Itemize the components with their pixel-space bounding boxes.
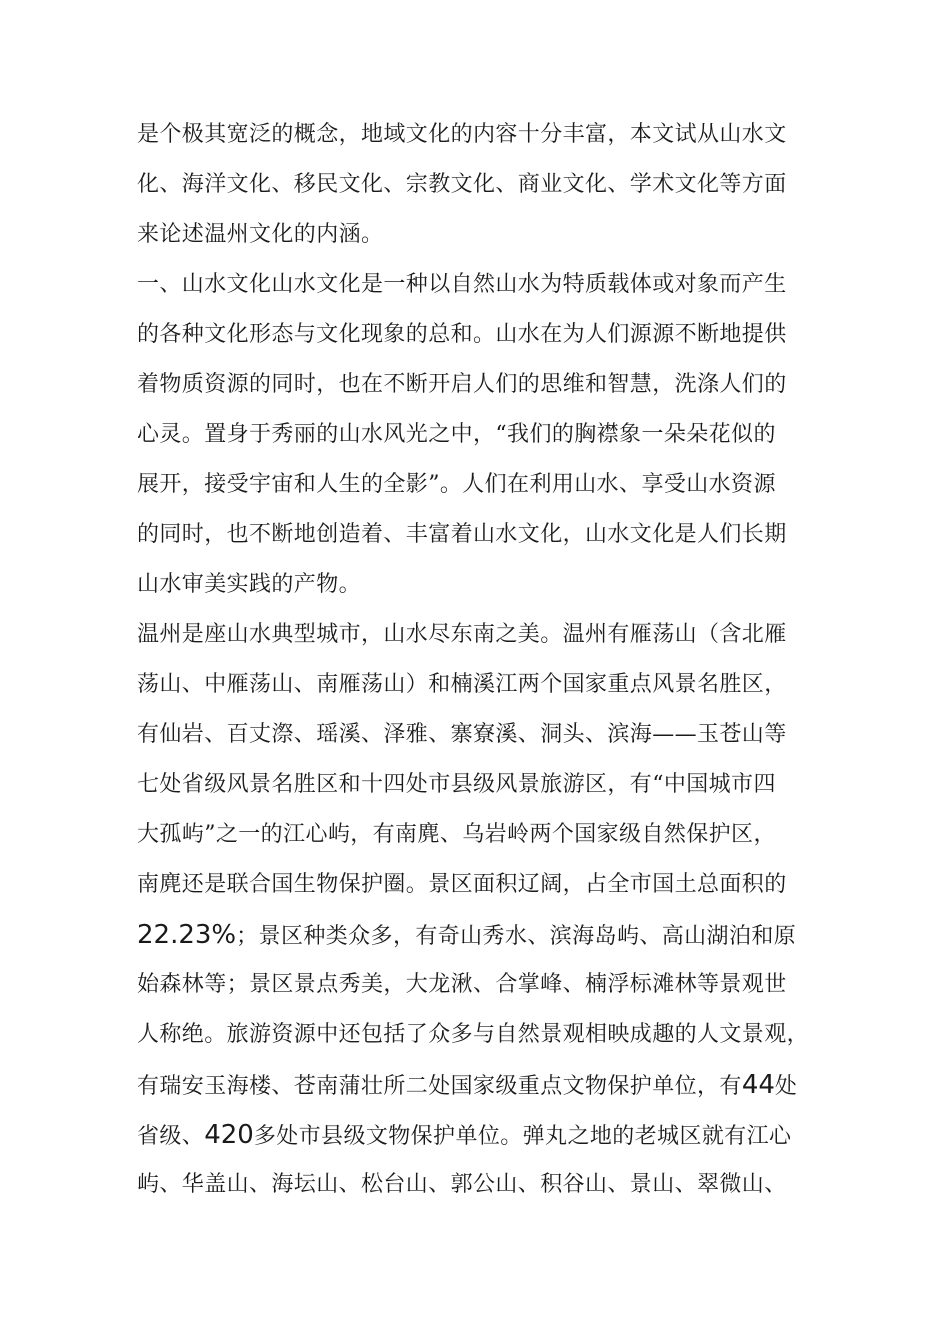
text-segment: 省级、 [137, 1124, 205, 1149]
text-line: 屿、华盖山、海坛山、松台山、郭公山、积谷山、景山、翠微山、 [137, 1172, 787, 1197]
text-segment: 有瑞安玉海楼、苍南蒲壮所二处国家级重点文物保护单位，有 [137, 1074, 742, 1099]
text-line: 来论述温州文化的内涵。 [137, 222, 384, 247]
text-line [137, 1110, 791, 1160]
text-line: 是个极其宽泛的概念，地域文化的内容十分丰富，本文试从山水文 [137, 122, 787, 147]
text-line: 七处省级风景名胜区和十四处市县级风景旅游区，有“中国城市四 [137, 772, 776, 797]
text-line: 一、山水文化山水文化是一种以自然山水为特质载体或对象而产生 [137, 272, 787, 297]
text-line: 展开，接受宇宙和人生的全影”。人们在利用山水、享受山水资源 [137, 472, 776, 497]
text-line: 的各种文化形态与文化现象的总和。山水在为人们源源不断地提供 [137, 322, 787, 347]
text-line: 心灵。置身于秀丽的山水风光之中，“我们的胸襟象一朵朵花似的 [137, 422, 776, 447]
text-line: 人称绝。旅游资源中还包括了众多与自然景观相映成趣的人文景观， [137, 1022, 810, 1047]
count-value: 420 [204, 1120, 254, 1150]
percent-value: 22.23% [137, 920, 237, 950]
text-line: 化、海洋文化、移民文化、宗教文化、商业文化、学术文化等方面 [137, 172, 787, 197]
text-line: 荡山、中雁荡山、南雁荡山）和楠溪江两个国家重点风景名胜区， [137, 672, 787, 697]
text-segment: 多处市县级文物保护单位。弹丸之地的老城区就有江心 [253, 1124, 792, 1149]
text-segment: ；景区种类众多，有奇山秀水、滨海岛屿、高山湖泊和原 [236, 924, 797, 949]
text-line: 温州是座山水典型城市，山水尽东南之美。温州有雁荡山（含北雁 [137, 622, 787, 647]
text-line [137, 910, 796, 960]
text-line: 始森林等；景区景点秀美，大龙湫、合掌峰、楠浮标滩林等景观世 [137, 972, 787, 997]
text-segment: 处 [774, 1074, 798, 1099]
text-line: 山水审美实践的产物。 [137, 572, 362, 597]
text-line: 着物质资源的同时，也在不断开启人们的思维和智慧，洗涤人们的 [137, 372, 787, 397]
text-line: 大孤屿”之一的江心屿，有南麂、乌岩岭两个国家级自然保护区， [137, 822, 776, 847]
count-value: 44 [741, 1070, 775, 1100]
text-line: 南麂还是联合国生物保护圈。景区面积辽阔，占全市国土总面积的 [137, 872, 787, 897]
text-line [137, 1060, 797, 1110]
text-line: 有仙岩、百丈漈、瑶溪、泽雅、寨寮溪、洞头、滨海——玉苍山等 [137, 722, 787, 747]
text-line: 的同时，也不断地创造着、丰富着山水文化，山水文化是人们长期 [137, 522, 787, 547]
